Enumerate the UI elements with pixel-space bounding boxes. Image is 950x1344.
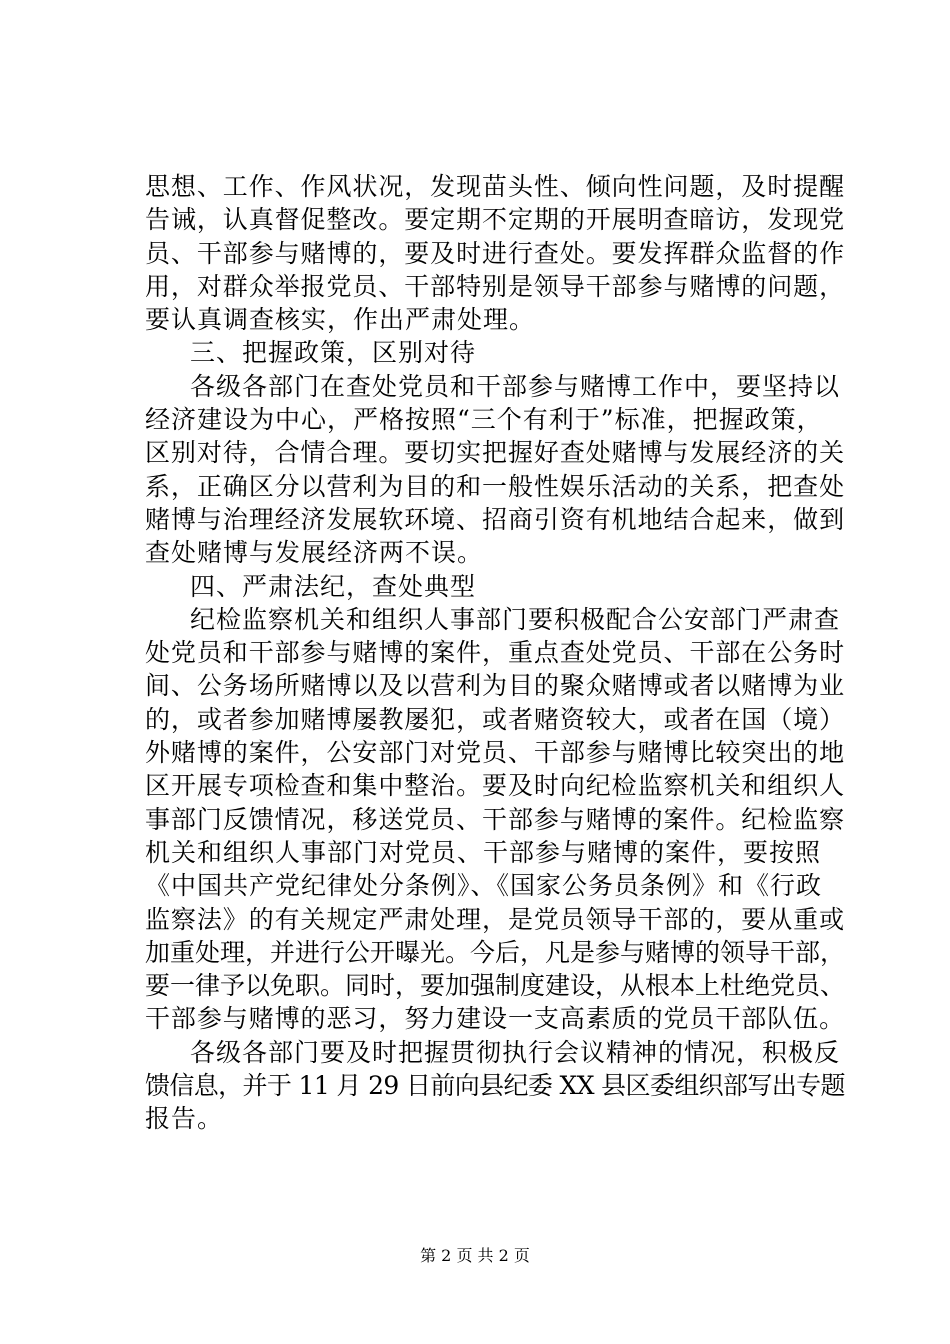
text-line: 思想、工作、作风状况，发现苗头性、倾向性问题，及时提醒 xyxy=(145,172,846,201)
page-footer: 第 2 页 共 2 页 xyxy=(420,1246,530,1265)
text-line: 纪检监察机关和组织人事部门要积极配合公安部门严肃查 xyxy=(190,604,841,634)
text-line: 的，或者参加赌博屡教屡犯，或者赌资较大，或者在国（境） xyxy=(145,704,846,734)
text-line: 要一律予以免职。同时，要加强制度建设，从根本上杜绝党员、 xyxy=(145,971,846,1001)
text-line: 外赌博的案件，公安部门对党员、干部参与赌博比较突出的地 xyxy=(145,738,846,768)
text-line: 《中国共产党纪律处分条例》、《国家公务员条例》和《行政 xyxy=(145,871,823,901)
text-line: 处党员和干部参与赌博的案件，重点查处党员、干部在公务时 xyxy=(145,638,846,668)
text-line: 员、干部参与赌博的，要及时进行查处。要发挥群众监督的作 xyxy=(145,238,846,268)
document-body xyxy=(145,170,845,1136)
text-line: 区别对待，合情合理。要切实把握好查处赌博与发展经济的关 xyxy=(145,438,846,468)
text-line: 报告。 xyxy=(145,1104,224,1134)
text-line: 馈信息，并于 11 月 29 日前向县纪委 XX 县区委组织部写出专题 xyxy=(145,1071,845,1101)
text-line: 间、公务场所赌博以及以营利为目的聚众赌博或者以赌博为业 xyxy=(145,671,846,701)
text-line: 经济建设为中心，严格按照“三个有利于”标准，把握政策， xyxy=(145,405,823,435)
text-line: 各级各部门要及时把握贯彻执行会议精神的情况，积极反 xyxy=(190,1037,841,1067)
text-line: 事部门反馈情况，移送党员、干部参与赌博的案件。纪检监察 xyxy=(145,804,846,834)
text-line: 赌博与治理经济发展软环境、招商引资有机地结合起来，做到 xyxy=(145,504,846,534)
text-line: 干部参与赌博的恶习，努力建设一支高素质的党员干部队伍。 xyxy=(145,1004,846,1034)
text-line: 系，正确区分以营利为目的和一般性娱乐活动的关系，把查处 xyxy=(145,471,846,501)
text-line: 各级各部门在查处党员和干部参与赌博工作中，要坚持以 xyxy=(190,371,841,401)
text-line: 要认真调查核实，作出严肃处理。 xyxy=(145,305,536,335)
text-line: 用，对群众举报党员、干部特别是领导干部参与赌博的问题， xyxy=(145,271,846,301)
text-line: 告诫，认真督促整改。要定期不定期的开展明查暗访，发现党 xyxy=(145,205,846,235)
text-line: 监察法》的有关规定严肃处理，是党员领导干部的，要从重或 xyxy=(145,904,846,934)
text-line: 加重处理，并进行公开曝光。今后，凡是参与赌博的领导干部， xyxy=(145,937,846,967)
text-line: 四、严肃法纪，查处典型 xyxy=(190,571,477,601)
text-line: 查处赌博与发展经济两不误。 xyxy=(145,538,484,568)
text-line: 三、把握政策，区别对待 xyxy=(190,338,477,368)
text-line: 区开展专项检查和集中整治。要及时向纪检监察机关和组织人 xyxy=(145,771,846,801)
text-line: 机关和组织人事部门对党员、干部参与赌博的案件，要按照 xyxy=(145,837,822,867)
